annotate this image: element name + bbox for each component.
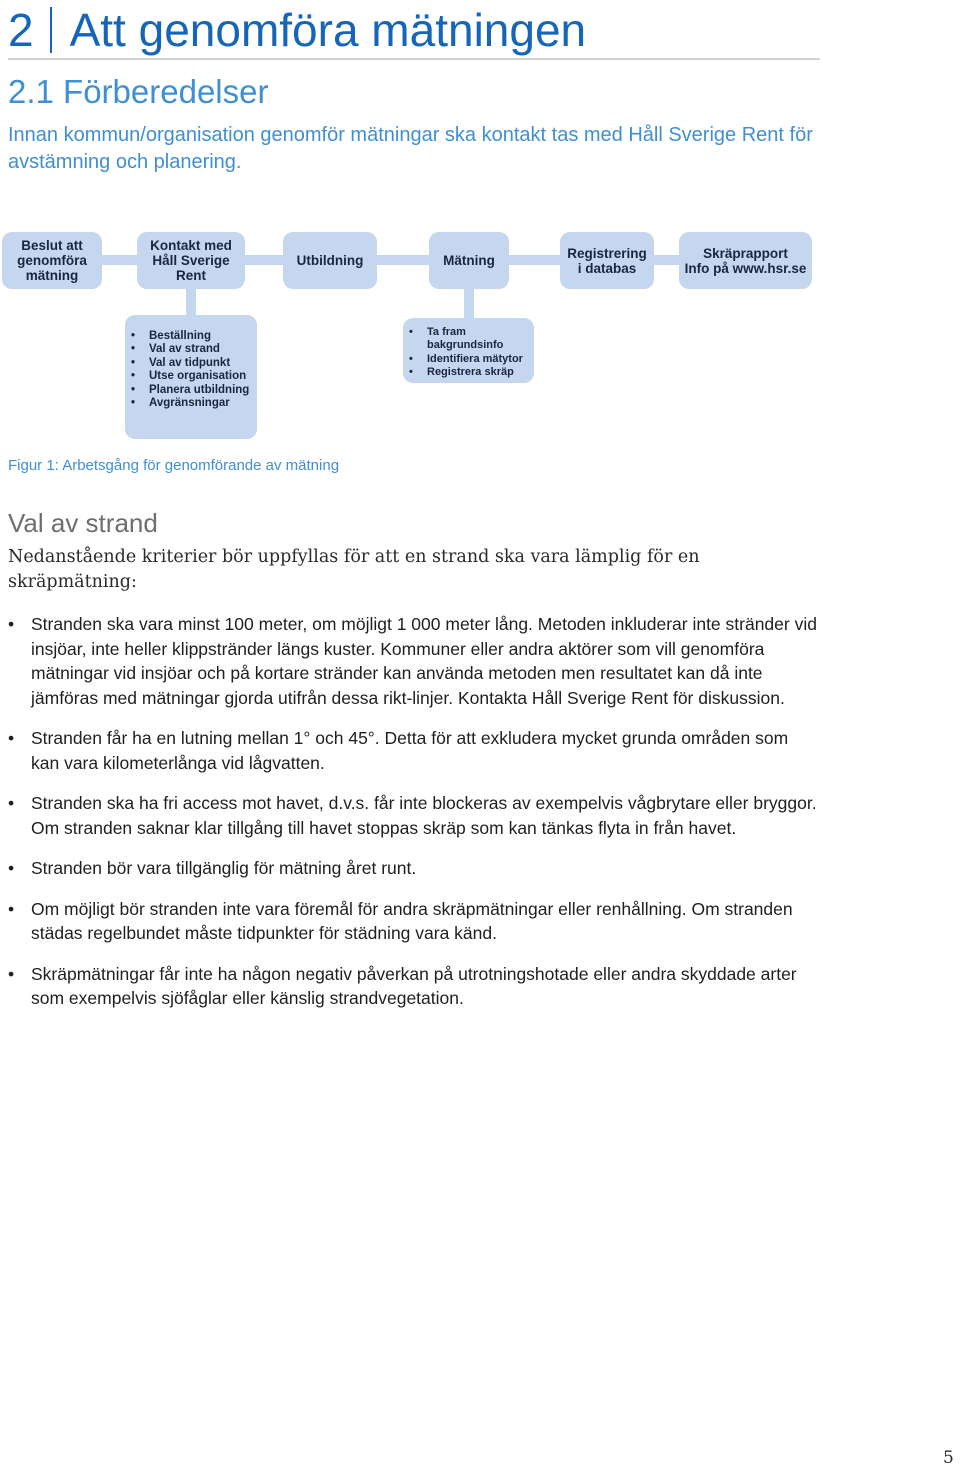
flow-step-training-label: Utbildning xyxy=(296,253,364,268)
section-heading: 2.1 Förberedelser xyxy=(8,73,269,110)
flow-step-contact-label: Kontakt med Håll Sverige Rent xyxy=(150,238,232,283)
flow-step-measurement-label: Mätning xyxy=(443,253,495,268)
flow-step-report-label: Skräprapport Info på www.hsr.se xyxy=(684,245,807,276)
flow-step-registration-label: Registrering i databas xyxy=(567,245,647,276)
chapter-heading xyxy=(8,2,820,60)
criteria-list xyxy=(8,612,818,1027)
section-title: Val av strand xyxy=(8,508,158,538)
list-item: • Stranden får ha en lutning mellan 1° och 45°. Detta för att exkludera mycket grunda områden som kan vara kilometerlånga vid lågvatten. xyxy=(8,726,818,775)
list-item: • Ta fram bakgrundsinfo xyxy=(403,326,534,353)
list-item: • Utse organisation xyxy=(125,370,257,383)
flow-connector-contact xyxy=(186,288,196,318)
list-item: • Val av strand xyxy=(125,343,257,356)
list-item: • Beställning xyxy=(125,330,257,343)
list-item: • Stranden ska ha fri access mot havet, d.v.s. får inte blockeras av exempelvis vågbrytare eller bryggor. Om stranden saknar klar tillgång till havet stoppas skräp som kan tänkas flyta in från havet. xyxy=(8,791,818,840)
flow-connector-measurement xyxy=(464,288,474,322)
list-item: • Stranden bör vara tillgänglig för mätning året runt. xyxy=(8,856,818,881)
flow-step-measurement xyxy=(429,232,509,289)
list-item: • Om möjligt bör stranden inte vara föremål för andra skräpmätningar eller renhållning. Om stranden städas regelbundet måste tidpunkter för städning vara känd. xyxy=(8,897,818,946)
heading-divider xyxy=(50,7,52,53)
list-item: • Avgränsningar xyxy=(125,397,257,410)
flow-step-contact xyxy=(137,232,245,289)
list-item: • Identifiera mätytor xyxy=(403,353,534,366)
list-item: • Planera utbildning xyxy=(125,384,257,397)
flow-step-decision-label: Beslut att genomföra mätning xyxy=(17,238,87,283)
chapter-number: 2 xyxy=(8,4,34,56)
list-item: • Val av tidpunkt xyxy=(125,357,257,370)
contact-substeps-list xyxy=(125,315,257,439)
flow-step-decision xyxy=(2,232,102,289)
list-item: • Registrera skräp xyxy=(403,366,534,379)
measurement-substeps-list xyxy=(403,318,534,383)
flow-step-registration xyxy=(560,232,654,289)
flow-step-report xyxy=(679,232,812,289)
chapter-title: Att genomföra mätningen xyxy=(69,4,587,56)
flow-step-training xyxy=(283,232,377,289)
list-item: • Skräpmätningar får inte ha någon negativ påverkan på utrotningshotade eller andra skyddade arter som exempelvis sjöfåglar eller känslig strandvegetation. xyxy=(8,962,818,1011)
figure-caption: Figur 1: Arbetsgång för genomförande av mätning xyxy=(8,457,340,474)
intro-text: Innan kommun/organisation genomför mätningar ska kontakt tas med Håll Sverige Rent för avstämning och planering. xyxy=(8,124,813,173)
list-item: • Stranden ska vara minst 100 meter, om möjligt 1 000 meter lång. Metoden inkluderar inte stränder vid insjöar, inte heller klippstränder längs kuster. Kommuner eller andra aktörer som vill genomföra mätningar vid insjöar och på kortare stränder kan använda metoden men resultatet kan då inte jämföras med mätningar gjorda utifrån dessa rikt-linjer. Kontakta Håll Sverige Rent för diskussion. xyxy=(8,612,818,710)
page-number: 5 xyxy=(943,1448,954,1468)
section-lead: Nedanstående kriterier bör uppfyllas för att en strand ska vara lämplig för en skräpmätning: xyxy=(8,547,700,592)
